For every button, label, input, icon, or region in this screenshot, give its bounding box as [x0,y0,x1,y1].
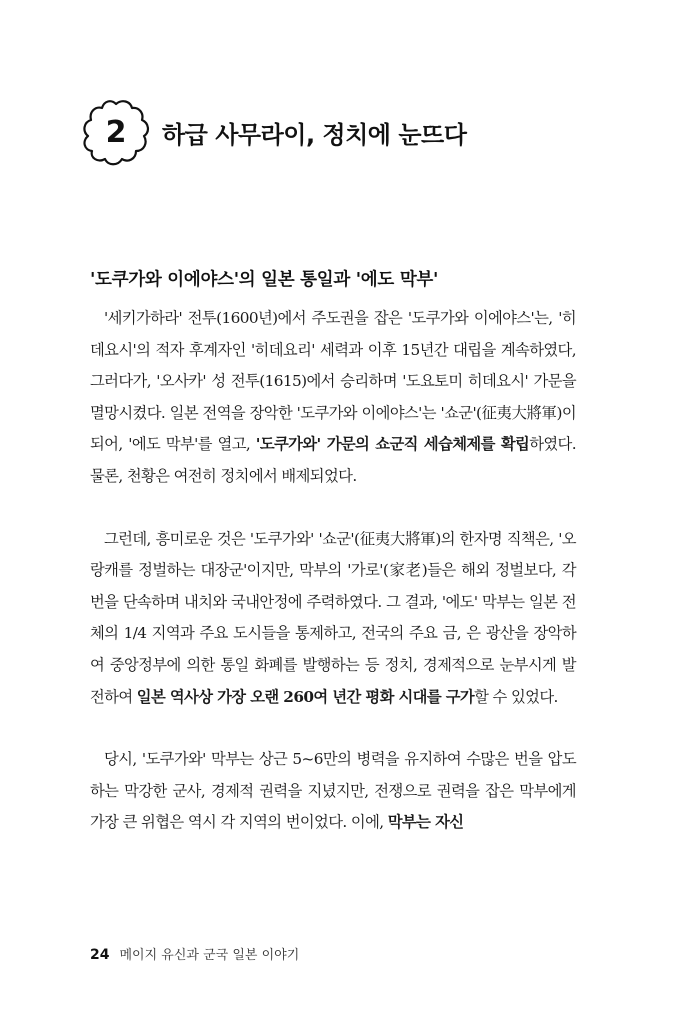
body-text [90,303,576,839]
emphasis: 일본 역사상 가장 오랜 260여 년간 평화 시대를 구가 [136,687,475,706]
chapter-number-badge [80,96,152,168]
paragraph: 그런데, 흥미로운 것은 '도쿠가와' '쇼군'(征夷大將軍)의 한자명 직책은, '오랑캐를 정벌하는 대장군'이지만, 막부의 '가로'(家老)들은 해외 정벌보다, 각 번을 단속하며 내치와 국내안정에 주력하였다. 그 결과, '에도' 막부는 일본 전체의 1/4 지역과 주요 도시들을 통제하고, 전국의 주요 금, 은 광산을 장악하여 중앙정부에 의한 통일 화폐를 발행하는 등 정치, 경제적으로 눈부시게 발전하여 일본 역사상 가장 오랜 260여 년간 평화 시대를 구가할 수 있었다. [90,529,576,706]
emphasis: '도쿠가와' 가문의 쇼군직 세습체제를 확립 [255,435,530,454]
chapter-header [80,96,466,168]
book-title: 메이지 유신과 군국 일본 이야기 [119,948,300,963]
section-heading: '도쿠가와 이에야스'의 일본 통일과 '에도 막부' [90,270,439,290]
chapter-number: 2 [105,114,127,150]
paragraph: 당시, '도쿠가와' 막부는 상근 5~6만의 병력을 유지하여 수많은 번을 압도하는 막강한 군사, 경제적 권력을 지녔지만, 전쟁으로 권력을 잡은 막부에게 가장 큰 위협은 역시 각 지역의 번이었다. 이에, 막부는 자신 [90,750,576,832]
page-number: 24 [90,947,110,963]
paragraph: '세키가하라' 전투(1600년)에서 주도권을 잡은 '도쿠가와 이에야스'는, '히데요시'의 적자 후계자인 '히데요리' 세력과 이후 15년간 대립을 계속하였다, 그러다가, '오사카' 성 전투(1615)에서 승리하며 '도요토미 히데요시' 가문을 멸망시켰다. 일본 전역을 장악한 '도쿠가와 이에야스'는 '쇼군'(征夷大將軍)이 되어, '에도 막부'를 열고, '도쿠가와' 가문의 쇼군직 세습체제를 확립하였다. 물론, 천황은 여전히 정치에서 배제되었다. [90,309,576,485]
emphasis: 막부는 자신 [387,813,464,832]
page-footer [90,944,299,963]
chapter-title: 하급 사무라이, 정치에 눈뜨다 [162,120,467,149]
